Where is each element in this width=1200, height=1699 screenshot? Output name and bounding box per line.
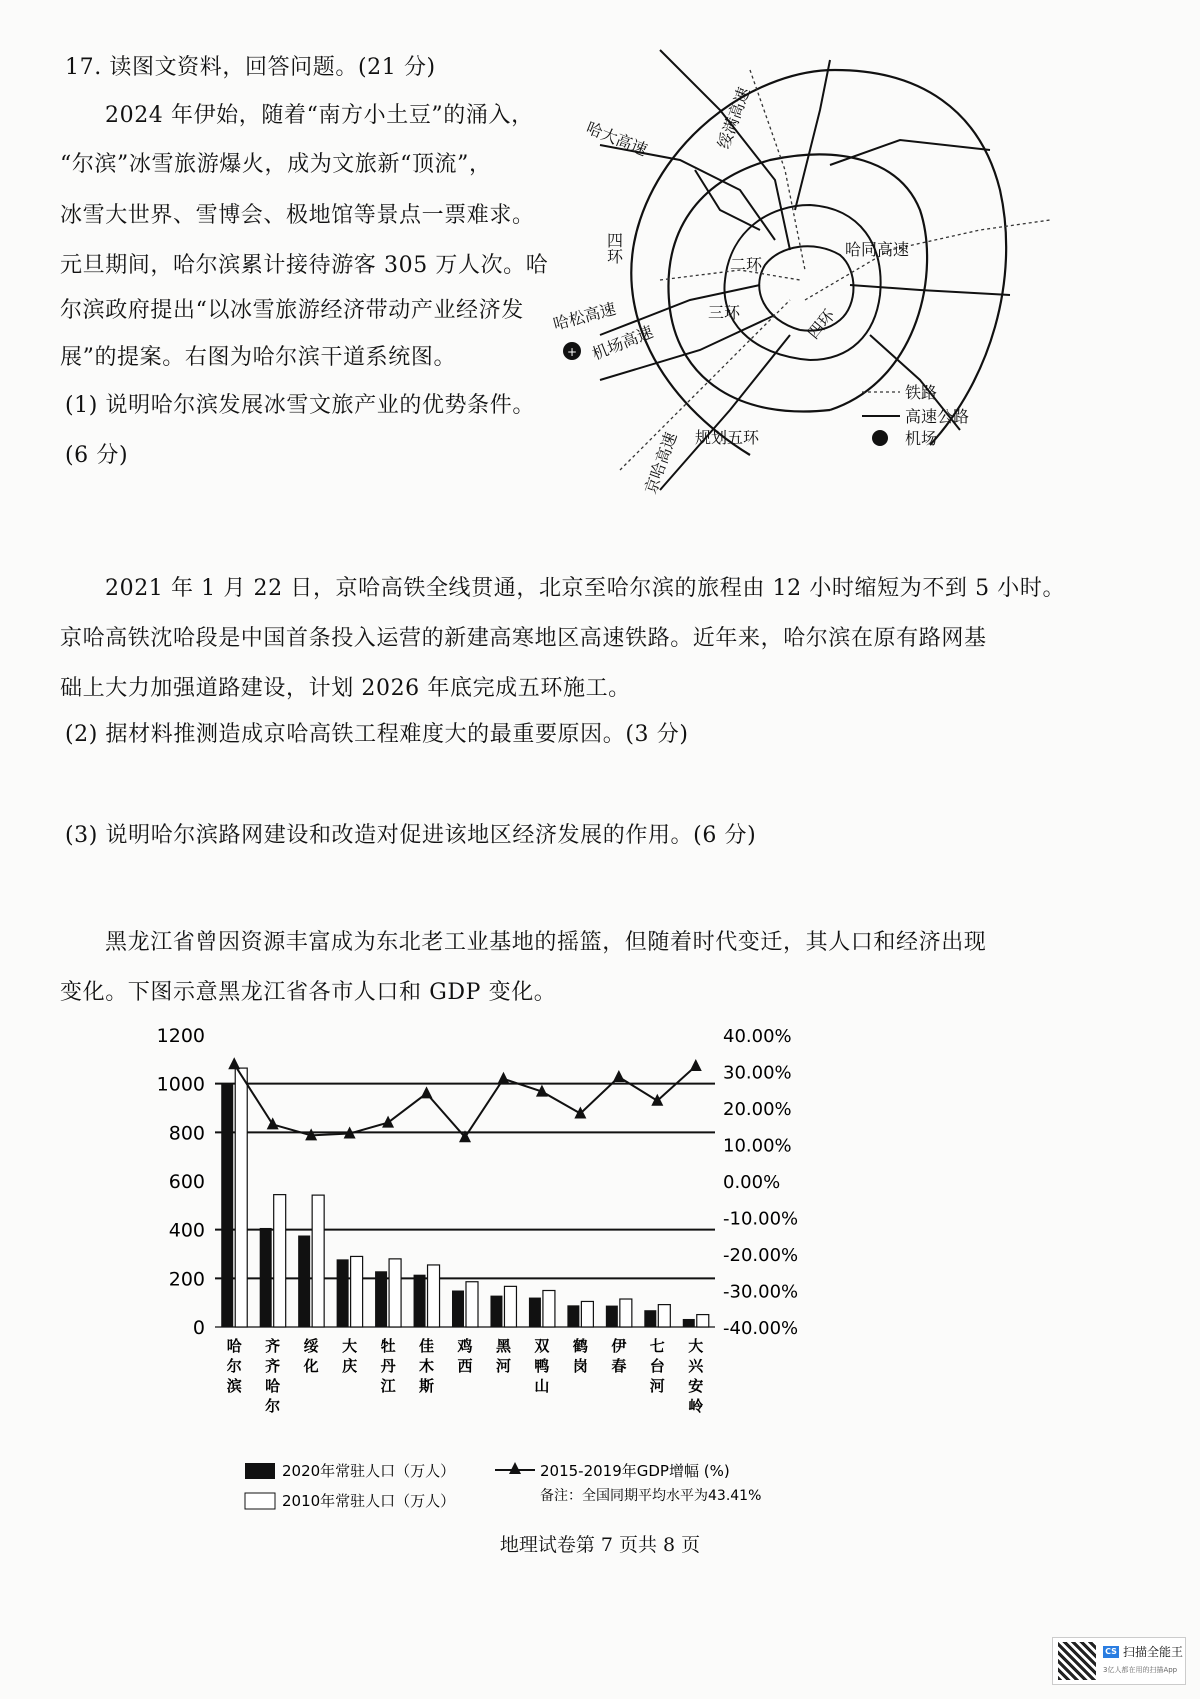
category-label: 绥 bbox=[303, 1337, 319, 1355]
bar-2020 bbox=[375, 1271, 387, 1327]
bar-2020 bbox=[260, 1228, 272, 1327]
bar-2020 bbox=[644, 1310, 656, 1327]
right-tick-label: 20.00% bbox=[723, 1099, 792, 1120]
bar-2020 bbox=[567, 1305, 579, 1327]
left-tick-label: 1000 bbox=[156, 1073, 205, 1096]
bar-2010 bbox=[697, 1315, 709, 1327]
bar-2020 bbox=[606, 1306, 618, 1327]
bar-2020 bbox=[529, 1298, 541, 1327]
question-2: (2) 据材料推测造成京哈高铁工程难度大的最重要原因。(3 分) bbox=[65, 722, 689, 747]
category-label: 哈 bbox=[226, 1337, 242, 1355]
right-tick-label: 40.00% bbox=[723, 1026, 792, 1047]
bar-2010 bbox=[466, 1282, 478, 1327]
map-label-hasong: 哈松高速 bbox=[551, 298, 618, 334]
map-label-hatong: 哈同高速 bbox=[845, 240, 910, 259]
category-label: 鸡 bbox=[457, 1337, 473, 1355]
right-tick-label: 30.00% bbox=[723, 1062, 792, 1084]
gdp-point bbox=[228, 1057, 240, 1069]
bar-2010 bbox=[504, 1286, 516, 1327]
bar-2010 bbox=[312, 1195, 324, 1327]
bar-2020 bbox=[337, 1259, 349, 1327]
category-label: 尔 bbox=[226, 1357, 242, 1375]
bar-2010 bbox=[658, 1305, 670, 1327]
right-tick-label: -20.00% bbox=[723, 1245, 799, 1266]
para1-line: “尔滨”冰雪旅游爆火，成为文旅新“顶流”， bbox=[60, 152, 492, 177]
gdp-point bbox=[651, 1094, 663, 1106]
svg-text:+: + bbox=[567, 345, 578, 359]
left-tick-label: 600 bbox=[168, 1171, 205, 1193]
category-label: 西 bbox=[457, 1357, 473, 1375]
left-tick-label: 400 bbox=[168, 1219, 205, 1242]
category-label: 木 bbox=[419, 1357, 435, 1375]
category-label: 佳 bbox=[419, 1337, 435, 1355]
brand-subtitle: 3亿人都在用的扫描App bbox=[1103, 1666, 1178, 1674]
legend-highway: 高速公路 bbox=[905, 407, 970, 426]
category-label: 齐 bbox=[265, 1357, 281, 1375]
harbin-road-map bbox=[551, 50, 1050, 510]
brand-name: 扫描全能王 bbox=[1123, 1645, 1184, 1659]
category-label: 兴 bbox=[688, 1357, 704, 1375]
category-label: 尔 bbox=[265, 1397, 281, 1415]
category-label: 七 bbox=[649, 1337, 665, 1355]
map-label-erhuan: 二环 bbox=[730, 255, 763, 274]
gdp-point bbox=[497, 1072, 509, 1084]
right-tick-label: -30.00% bbox=[723, 1281, 799, 1303]
bar-2020 bbox=[683, 1319, 695, 1327]
population-gdp-chart bbox=[156, 1015, 880, 1515]
para3-line: 黑龙江省曾因资源丰富成为东北老工业基地的摇篮，但随着时代变迁，其人口和经济出现 bbox=[105, 930, 987, 955]
bar-2020 bbox=[490, 1296, 502, 1327]
category-label: 哈 bbox=[265, 1377, 281, 1395]
qr-code-icon bbox=[1058, 1642, 1096, 1680]
category-label: 牡 bbox=[380, 1337, 396, 1355]
bar-2010 bbox=[235, 1068, 247, 1327]
category-label: 大 bbox=[688, 1337, 704, 1355]
gdp-growth-line bbox=[234, 1064, 696, 1137]
category-label: 斯 bbox=[419, 1377, 435, 1395]
legend-2010-population: 2010年常驻人口（万人） bbox=[282, 1492, 456, 1510]
category-label: 春 bbox=[611, 1357, 627, 1375]
gdp-point bbox=[613, 1070, 625, 1082]
para1-line: 展”的提案。右图为哈尔滨干道系统图。 bbox=[60, 345, 457, 370]
left-tick-label: 800 bbox=[168, 1122, 205, 1145]
map-label-suiman: 绥满高速 bbox=[713, 84, 754, 152]
para2-line: 础上大力加强道路建设，计划 2026 年底完成五环施工。 bbox=[60, 676, 631, 701]
question-1: (1) 说明哈尔滨发展冰雪文旅产业的优势条件。 bbox=[65, 393, 535, 418]
bar-2010 bbox=[389, 1259, 401, 1327]
left-tick-label: 200 bbox=[168, 1268, 205, 1291]
legend-gdp-growth: 2015-2019年GDP增幅 (%) bbox=[540, 1462, 730, 1480]
left-tick-label: 0 bbox=[192, 1317, 205, 1339]
right-tick-label: -40.00% bbox=[723, 1318, 799, 1339]
category-label: 岭 bbox=[688, 1397, 704, 1415]
para1-line: 元旦期间，哈尔滨累计接待游客 305 万人次。哈 bbox=[60, 253, 549, 278]
category-label: 庆 bbox=[342, 1357, 358, 1375]
para2-line: 京哈高铁沈哈段是中国首条投入运营的新建高寒地区高速铁路。近年来，哈尔滨在原有路网基 bbox=[60, 626, 987, 651]
left-tick-label: 1200 bbox=[156, 1025, 205, 1047]
bar-2010 bbox=[351, 1256, 363, 1327]
map-label-jichang: 机场高速 bbox=[589, 322, 656, 364]
bar-2020 bbox=[298, 1236, 310, 1327]
category-label: 安 bbox=[688, 1377, 704, 1395]
bar-2010 bbox=[543, 1291, 555, 1328]
question-1-score: (6 分) bbox=[65, 443, 129, 468]
category-label: 江 bbox=[380, 1377, 396, 1395]
legend-airport-icon bbox=[872, 430, 888, 446]
map-label-sihuan2: 四环 bbox=[803, 305, 839, 343]
map-label-hada: 哈大高速 bbox=[583, 118, 650, 160]
category-label: 山 bbox=[534, 1377, 550, 1395]
map-label-sanhuan: 三环 bbox=[708, 303, 741, 322]
para3-line: 变化。下图示意黑龙江省各市人口和 GDP 变化。 bbox=[60, 980, 557, 1005]
gdp-point bbox=[690, 1059, 702, 1071]
page-footer: 地理试卷第 7 页共 8 页 bbox=[499, 1534, 701, 1556]
right-tick-label: -10.00% bbox=[723, 1208, 799, 1230]
legend-gdp-marker bbox=[509, 1462, 521, 1474]
para1-line: 冰雪大世界、雪博会、极地馆等景点一票难求。 bbox=[60, 203, 535, 228]
para1-line: 2024 年伊始，随着“南方小土豆”的涌入， bbox=[105, 103, 534, 128]
gdp-point bbox=[421, 1086, 433, 1098]
scanner-watermark bbox=[1052, 1637, 1186, 1685]
map-label-wuhuan: 规划五环 bbox=[695, 428, 760, 447]
legend-railway: 铁路 bbox=[905, 383, 938, 402]
gdp-point bbox=[382, 1116, 394, 1128]
category-label: 伊 bbox=[611, 1337, 627, 1355]
bar-2020 bbox=[221, 1083, 233, 1327]
category-label: 丹 bbox=[380, 1357, 396, 1375]
category-label: 齐 bbox=[265, 1337, 281, 1355]
category-label: 滨 bbox=[226, 1377, 242, 1395]
category-label: 河 bbox=[649, 1377, 665, 1395]
category-label: 双 bbox=[534, 1337, 550, 1355]
right-tick-label: 10.00% bbox=[723, 1135, 792, 1157]
category-label: 岗 bbox=[572, 1357, 588, 1375]
para2-line: 2021 年 1 月 22 日，京哈高铁全线贯通，北京至哈尔滨的旅程由 12 小时缩短为不到 5 小时。 bbox=[105, 576, 1066, 601]
category-label: 鹤 bbox=[572, 1337, 588, 1355]
para1-line: 尔滨政府提出“以冰雪旅游经济带动产业经济发 bbox=[60, 298, 524, 323]
legend-2020-population: 2020年常驻人口（万人） bbox=[282, 1462, 456, 1480]
category-label: 化 bbox=[303, 1357, 319, 1375]
right-tick-label: 0.00% bbox=[723, 1172, 781, 1193]
category-label: 黑 bbox=[495, 1337, 511, 1355]
bar-2010 bbox=[274, 1195, 286, 1327]
category-label: 大 bbox=[342, 1337, 358, 1355]
category-label: 河 bbox=[495, 1357, 511, 1375]
bar-2020 bbox=[414, 1275, 426, 1327]
map-label-sihuan: 四环 bbox=[604, 232, 624, 264]
bar-2020 bbox=[452, 1291, 464, 1328]
bar-2010 bbox=[620, 1299, 632, 1327]
category-label: 鸭 bbox=[534, 1357, 550, 1375]
bar-2010 bbox=[581, 1301, 593, 1327]
legend-airport: 机场 bbox=[905, 429, 938, 448]
question-3: (3) 说明哈尔滨路网建设和改造对促进该地区经济发展的作用。(6 分) bbox=[65, 823, 757, 848]
question-heading: 17. 读图文资料，回答问题。(21 分) bbox=[65, 55, 436, 80]
chart-note: 备注：全国同期平均水平为43.41% bbox=[540, 1488, 762, 1504]
brand-logo-icon: CS bbox=[1103, 1646, 1119, 1658]
category-label: 台 bbox=[649, 1357, 665, 1375]
map-label-jingha: 京哈高速 bbox=[640, 429, 681, 497]
bar-2010 bbox=[428, 1265, 440, 1327]
